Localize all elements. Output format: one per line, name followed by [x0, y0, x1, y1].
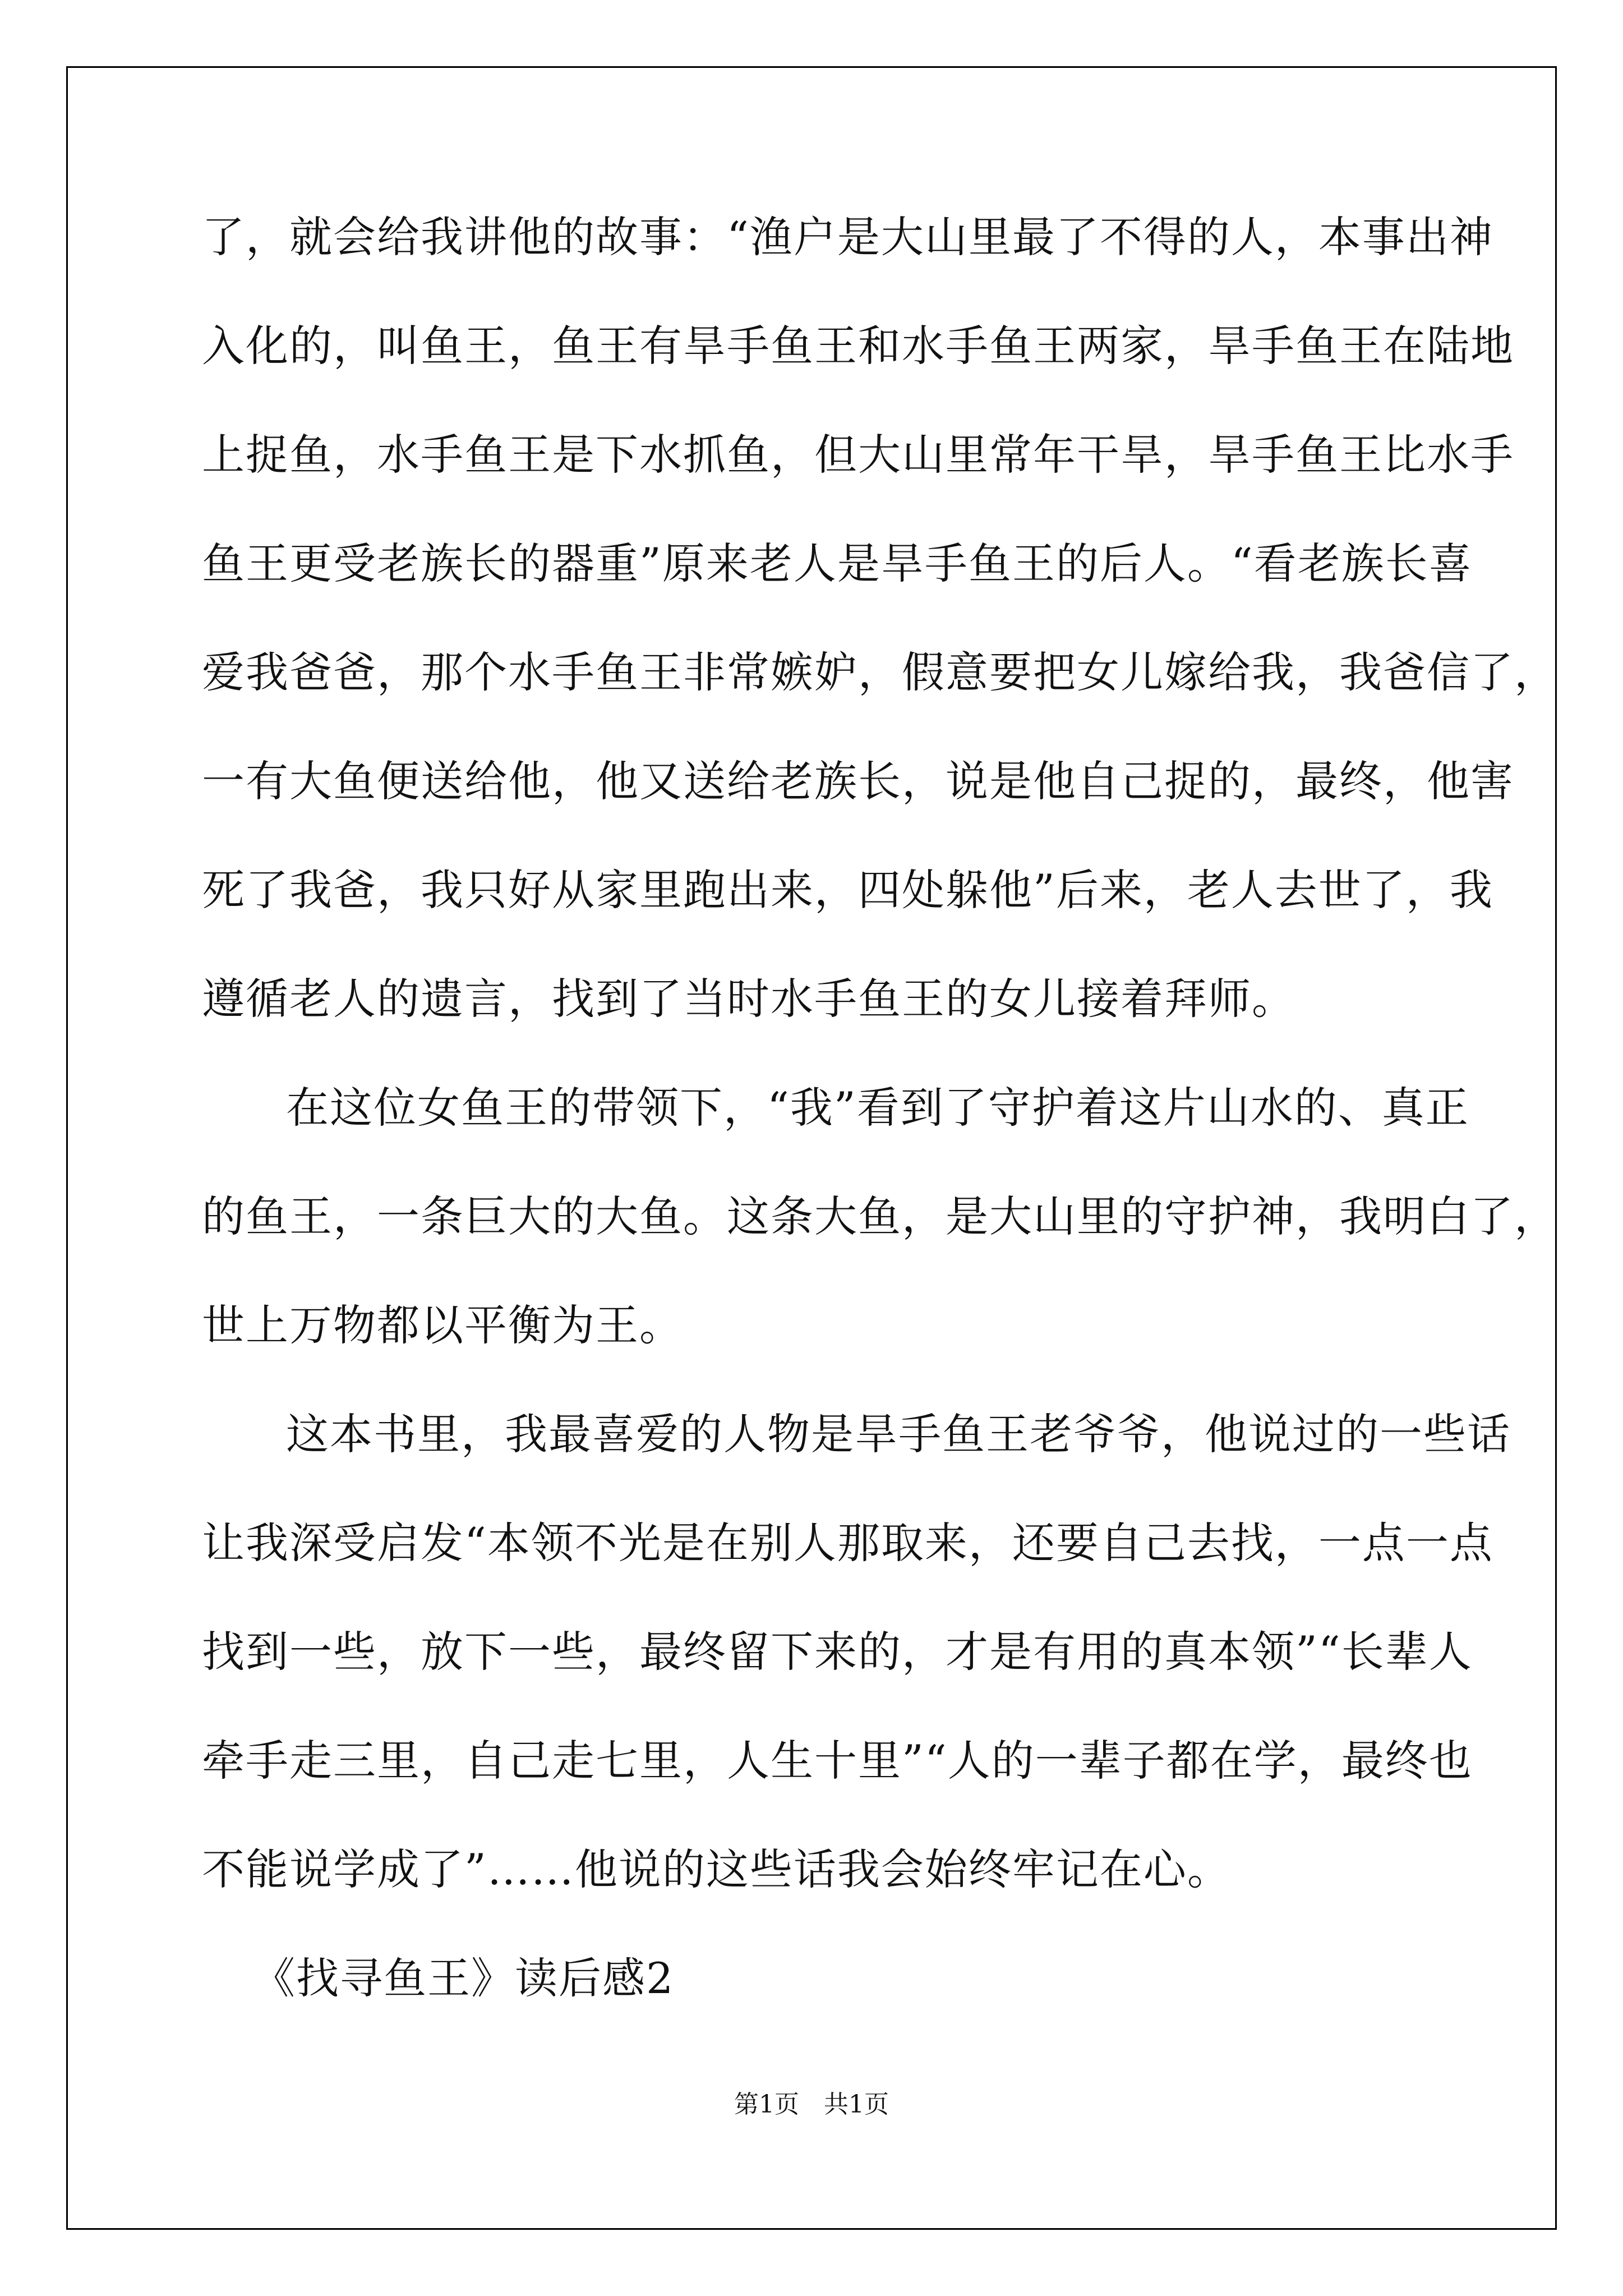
text-line: 让我深受启发“本领不光是在别人那取来，还要自己去找，一点一点: [202, 1518, 1493, 1568]
page-border: [66, 66, 1557, 2230]
section-heading: 《找寻鱼王》读后感2: [252, 1953, 675, 2003]
text-line: 爱我爸爸，那个水手鱼王非常嫉妒，假意要把女儿嫁给我，我爸信了，: [202, 647, 1558, 697]
page-footer: 第1页 共1页: [734, 2090, 889, 2119]
text-line: 找到一些，放下一些，最终留下来的，才是有用的真本领”“长辈人: [202, 1627, 1473, 1677]
text-line: 世上万物都以平衡为王。: [202, 1300, 683, 1350]
paragraph-start: 这本书里，我最喜爱的人物是旱手鱼王老爷爷，他说过的一些话: [286, 1409, 1511, 1459]
paragraph-start: 在这位女鱼王的带领下，“我”看到了守护着这片山水的、真正: [286, 1083, 1469, 1133]
text-line: 一有大鱼便送给他，他又送给老族长，说是他自己捉的，最终，他害: [202, 756, 1514, 806]
text-line: 不能说学成了”……他说的这些话我会始终牢记在心。: [202, 1844, 1231, 1894]
text-line: 的鱼王，一条巨大的大鱼。这条大鱼，是大山里的守护神，我明白了，: [202, 1191, 1558, 1241]
text-line: 死了我爸，我只好从家里跑出来，四处躲他”后来，老人去世了，我: [202, 865, 1493, 915]
text-line: 鱼王更受老族长的器重”原来老人是旱手鱼王的后人。“看老族长喜: [202, 539, 1473, 588]
text-line: 牵手走三里，自己走七里，人生十里”“人的一辈子都在学，最终也: [202, 1736, 1473, 1786]
text-line: 上捉鱼，水手鱼王是下水抓鱼，但大山里常年干旱，旱手鱼王比水手: [202, 430, 1514, 480]
text-line: 入化的，叫鱼王，鱼王有旱手鱼王和水手鱼王两家，旱手鱼王在陆地: [202, 321, 1514, 371]
text-line: 遵循老人的遗言，找到了当时水手鱼王的女儿接着拜师。: [202, 974, 1295, 1024]
text-line: 了，就会给我讲他的故事：“渔户是大山里最了不得的人，本事出神: [202, 212, 1493, 262]
